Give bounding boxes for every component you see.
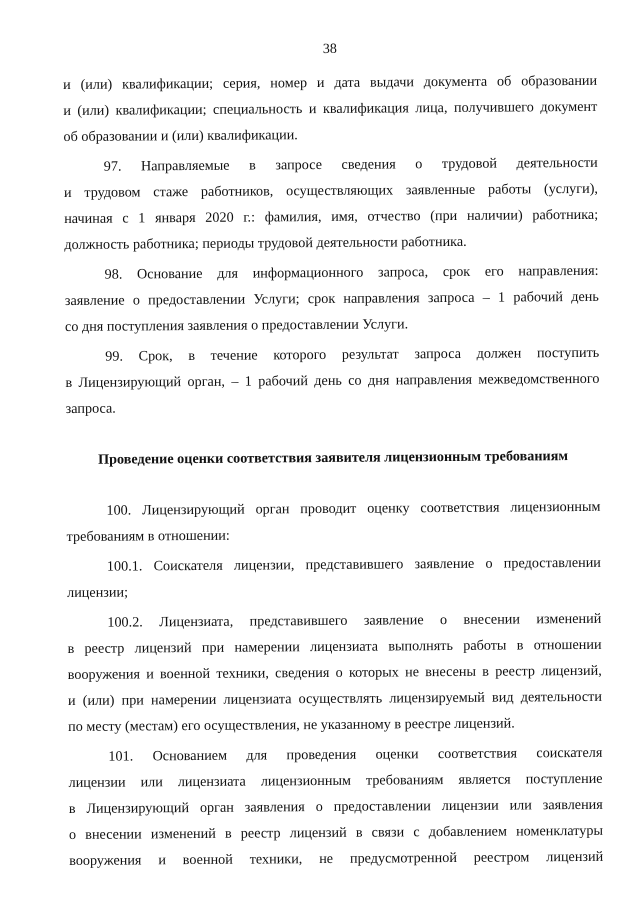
- text-line: 101. Основанием для проведения оценки соответствия соискателя: [108, 744, 603, 765]
- text-line: требованиям в отношении:: [66, 527, 230, 545]
- text-line: 100.1. Соискателя лицензии, представившего заявление о предоставлении: [106, 554, 601, 575]
- paragraph-100-1: [67, 550, 601, 606]
- paragraph-98: [64, 258, 599, 340]
- section-heading: Проведение оценки соответствия заявителя лицензионным требованиям: [97, 448, 569, 468]
- text-line: в Лицензирующий орган заявления о предоставлении лицензии или заявления: [68, 796, 603, 817]
- text-line: должность работника; периоды трудовой деятельности работника.: [64, 233, 467, 254]
- text-line: вооружения и военной техники, сведения о которых не внесены в реестр лицензий,: [67, 662, 602, 683]
- text-line: 97. Направляемые в запросе сведения о трудовой деятельности: [103, 154, 598, 175]
- paragraph-100: [66, 494, 600, 550]
- text-line: в Лицензирующий орган, – 1 рабочий день со дня направления межведомственного: [65, 370, 600, 391]
- text-line: и (или) квалификации; серия, номер и дата выдачи документа об образовании: [63, 72, 598, 94]
- text-line: вооружения и военной техники, не предусмотренной реестром лицензий: [69, 848, 604, 869]
- text-line: и (или) квалификации; специальность и квалификация лица, получившего документ: [63, 98, 598, 120]
- text-line: лицензии или лицензиата лицензионным требованиям является поступление: [68, 770, 603, 791]
- paragraph-101: [68, 740, 603, 874]
- text-line: 99. Срок, в течение которого результат запроса должен поступить: [105, 344, 600, 365]
- text-line: заявление о предоставлении Услуги; срок направления запроса – 1 рабочий день: [64, 288, 599, 309]
- paragraph-99: [65, 340, 600, 422]
- text-line: по месту (местам) его осуществления, не указанному в реестре лицензий.: [68, 715, 515, 735]
- text-line: запроса.: [65, 400, 116, 417]
- text-line: 100.2. Лицензиата, представившего заявление о внесении изменений: [107, 610, 602, 631]
- text-line: 100. Лицензирующий орган проводит оценку соответствия лицензионным: [106, 498, 601, 519]
- text-line: и (или) при намерении лицензиата осуществлять лицензируемый вид деятельности: [67, 688, 602, 709]
- paragraph-continuation: [63, 68, 598, 150]
- text-line: 98. Основание для информационного запроса, срок его направления:: [104, 262, 599, 283]
- text-line: лицензии;: [67, 584, 129, 601]
- paragraph-100-2: [67, 606, 602, 740]
- paragraph-97: [64, 150, 599, 258]
- page-number: 38: [322, 41, 337, 57]
- text-line: со дня поступления заявления о предоставлении Услуги.: [64, 316, 409, 335]
- text-line: о внесении изменений в реестр лицензий в связи с добавлением номенклатуры: [68, 822, 604, 843]
- text-line: и трудовом стаже работников, осуществляющих заявленные работы (услуги),: [63, 180, 599, 202]
- text-line: об образовании и (или) квалификации.: [63, 127, 298, 146]
- text-line: в реестр лицензий при намерении лицензиата выполнять работы в отношении: [67, 636, 602, 657]
- text-line: начиная с 1 января 2020 г.: фамилия, имя, отчество (при наличии) работника;: [64, 206, 599, 228]
